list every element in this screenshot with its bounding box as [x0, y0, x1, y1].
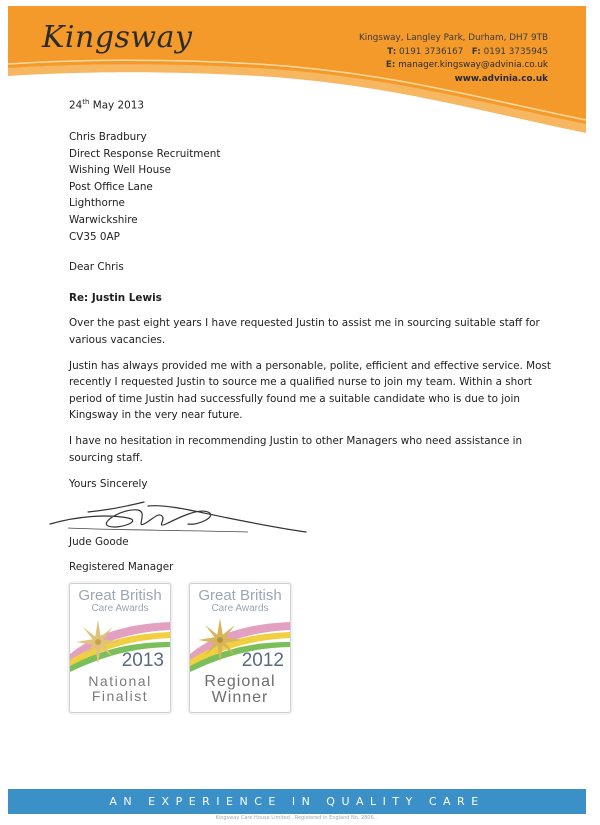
tel-number: 0191 3736167	[399, 46, 464, 57]
footer-tagline: AN EXPERIENCE IN QUALITY CARE	[109, 795, 485, 808]
address-line: Lighthorne	[69, 197, 125, 210]
award-subtitle: Care Awards	[91, 603, 149, 614]
fax-label: F:	[471, 46, 481, 57]
recipient-address	[69, 129, 559, 245]
contact-block	[359, 32, 548, 86]
date-rest: May 2013	[89, 99, 144, 112]
award-title: Great British	[78, 587, 162, 604]
address-line: Post Office Lane	[69, 180, 153, 193]
kingsway-logo: Kingsway	[42, 20, 193, 55]
award-status-line1: Regional	[204, 673, 276, 690]
footer-bar	[8, 789, 586, 814]
award-title: Great British	[198, 587, 282, 604]
closing: Yours Sincerely	[69, 478, 148, 491]
email-link[interactable]: manager.kingsway@advinia.co.uk	[398, 60, 548, 70]
address-line: Warwickshire	[69, 214, 138, 227]
award-status-line2: Finalist	[91, 688, 149, 704]
address-line: Chris Bradbury	[69, 131, 147, 144]
fax-number: 0191 3735945	[483, 46, 548, 57]
paragraph: I have no hesitation in recommending Justin to other Managers who need assistance in sourcing staff.	[69, 434, 523, 464]
handwritten-signature	[48, 494, 308, 540]
award-status-line2: Winner	[211, 689, 269, 706]
award-year: 2012	[241, 650, 284, 671]
date-suffix: th	[82, 98, 90, 106]
address-line: Wishing Well House	[69, 164, 171, 177]
letter-page	[8, 6, 586, 820]
subject-line: Re: Justin Lewis	[69, 291, 162, 304]
signer-name: Jude Goode	[69, 536, 129, 548]
letter-date	[69, 94, 559, 114]
email-label: E:	[385, 60, 396, 70]
website-link[interactable]: www.advinia.co.uk	[454, 73, 548, 84]
tel-label: T:	[387, 46, 397, 57]
letter-body	[69, 94, 559, 493]
award-badge-2012	[189, 583, 291, 713]
paragraph: Over the past eight years I have requested Justin to assist me in sourcing suitable staff for various vacancies.	[69, 317, 540, 346]
signer-role: Registered Manager	[69, 561, 174, 573]
date-day: 24	[69, 99, 83, 112]
phone-line	[359, 46, 548, 60]
footer-legal: Kingsway Care House Limited . Registered in England No. 2806...	[215, 815, 379, 820]
award-subtitle: Care Awards	[211, 603, 269, 614]
award-status-line1: National	[88, 673, 152, 689]
paragraph: Justin has always provided me with a personable, polite, efficient and effective service. Most recently I requested Justin to source me a qualified nurse to join my team. Within a short period of time Justin had successfully found me a suitable candidate who is due to join Kingsway in the very near future.	[69, 359, 551, 422]
email-line	[359, 59, 548, 73]
company-address: Kingsway, Langley Park, Durham, DH7 9TB	[359, 33, 548, 43]
salutation: Dear Chris	[69, 261, 124, 274]
address-line: CV35 0AP	[69, 230, 120, 243]
award-year: 2013	[121, 650, 164, 671]
address-line: Direct Response Recruitment	[69, 147, 221, 160]
award-badge-2013	[69, 583, 171, 713]
